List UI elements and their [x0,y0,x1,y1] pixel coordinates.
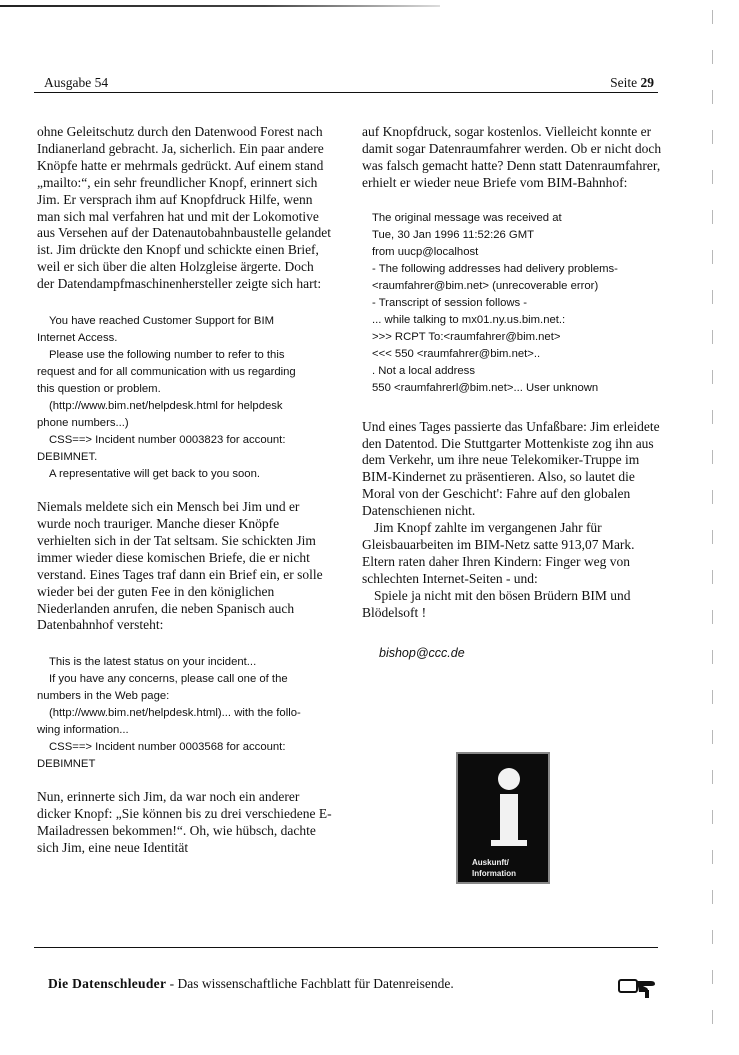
mail-line: The original message was received at [372,211,562,224]
message-line: Please use the following number to refer to this [49,349,285,362]
page-header [34,74,658,93]
message-line: CSS==> Incident number 0003568 for account: [49,741,286,754]
info-caption-2: Information [472,869,516,878]
status-message [37,654,333,773]
mail-line: from uucp@localhost [372,245,479,258]
left-paragraph-2: Niemals meldete sich ein Mensch bei Jim und er wurde noch trauriger. Manche dieser Knöpfe verhielten sich in der Tat seltsam. Sie schickten Jim immer wieder diese komischen Briefe, die er nicht verstand. Eines Tages traf dann ein Brief ein, er solle wieder bei der guten Fee in den königlichen Niederlanden anrufen, die neben Spanisch auch Datenbahnhof versteht: [37,499,323,633]
message-line: request and for all communication with us regarding [37,366,296,379]
right-column [362,124,664,661]
message-line: this question or problem. [37,383,161,396]
message-line: CSS==> Incident number 0003823 for account: [49,434,286,447]
message-line: This is the latest status on your incident... [49,656,257,669]
pointing-hand-icon [617,972,657,1000]
message-line: (http://www.bim.net/helpdesk.html)... with the follo- [49,707,301,720]
mail-line: - Transcript of session follows - [372,296,528,309]
support-message [37,313,333,483]
info-icon-stem [500,794,518,840]
page-footer [48,976,454,992]
mail-line: ... while talking to mx01.ny.us.bim.net.: [372,313,566,326]
message-line: phone numbers...) [37,417,129,430]
info-icon-base [491,840,527,846]
right-paragraph-2: Und eines Tages passierte das Unfaßbare: Jim erleidete den Datentod. Die Stuttgarter Mottenkiste zog ihn aus dem Verkehr, um ihre neue Telekomiker-Truppe im BIM-Kindernet zu präsentieren. Also, so lautet die Moral von der Geschicht': Fahre auf den globalen Datenschienen nicht. [362,418,660,519]
message-line: DEBIMNET [37,758,96,771]
left-paragraph-3: Nun, erinnerte sich Jim, da war noch ein anderer dicker Knopf: „Sie können bis zu drei verschiedene E-Mailadressen bekommen!“. Oh, wie hübsch, dachte sich Jim, eine neue Identität [37,789,332,856]
message-line: DEBIMNET. [37,451,98,464]
mail-line: Tue, 30 Jan 1996 11:52:26 GMT [372,228,535,241]
message-line: If you have any concerns, please call one of the [49,673,288,686]
page-number: Seite 29 [610,75,654,90]
info-caption-1: Auskunft/ [472,858,509,867]
mail-line: 550 <raumfahrerl@bim.net>... User unknown [372,381,599,394]
message-line: Internet Access. [37,332,118,345]
mail-line: - The following addresses had delivery problems- [372,262,618,275]
info-icon [498,768,520,790]
message-line: numbers in the Web page: [37,690,170,703]
left-paragraph-1: ohne Geleitschutz durch den Datenwood Forest nach Indianerland gebracht. Ja, sicherlich. Ein paar andere Knöpfe hatte er mehrmals gedrückt. Auf einem stand „mailto:“, ein sehr freundlicher Knopf, erinnert sich Jim. Er versprach ihm auf Knopfdruck Hilfe, wenn man sich mal verfahren hat und mit der Lokomotive aus Versehen auf der Datenautobahnbaustelle gelandet ist. Jim drückte den Knopf und schickte einen Brief, weil er sich über die alten Holzgleise ärgerte. Doch der Datendampfmaschinenhersteller zeigte sich hart: [37,124,332,292]
bounce-mail [372,210,664,397]
mail-line: . Not a local address [372,364,475,377]
right-paragraph-3: Jim Knopf zahlte im vergangenen Jahr für Gleisbauarbeiten im BIM-Netz satte 913,07 Mark. Eltern raten daher Ihren Kindern: Finger weg von schlechten Internet-Seiten - und: [362,520,635,586]
footer-rule [34,947,658,948]
magazine-tagline: - Das wissenschaftliche Fachblatt für Datenreisende. [166,976,454,991]
mail-line: <raumfahrer@bim.net> (unrecoverable error) [372,279,599,292]
issue-label: Ausgabe 54 [44,75,109,90]
right-paragraph-4: Spiele ja nicht mit den bösen Brüdern BIM und Blödelsoft ! [362,587,631,620]
top-scan-rule [0,5,440,7]
mail-line: <<< 550 <raumfahrer@bim.net>.. [372,347,541,360]
author-email[interactable]: bishop@ccc.de [379,645,465,660]
message-line: You have reached Customer Support for BIM [49,315,275,328]
magazine-name: Die Datenschleuder [48,976,167,991]
page-edge-mark [712,10,713,1050]
message-line: wing information... [37,724,129,737]
message-line: A representative will get back to you soon. [49,468,260,481]
right-paragraph-1: auf Knopfdruck, sogar kostenlos. Vielleicht konnte er damit sogar Datenraumfahrer werden. Ob er nicht doch was falsch gemacht hatte? Denn statt Datenraumfahrer, erhielt er wieder neue Briefe vom BIM-Bahnhof: [362,124,662,190]
information-sign [456,752,550,884]
mail-line: >>> RCPT To:<raumfahrer@bim.net> [372,330,561,343]
message-line: (http://www.bim.net/helpdesk.html for helpdesk [49,400,283,413]
left-column [37,124,333,857]
